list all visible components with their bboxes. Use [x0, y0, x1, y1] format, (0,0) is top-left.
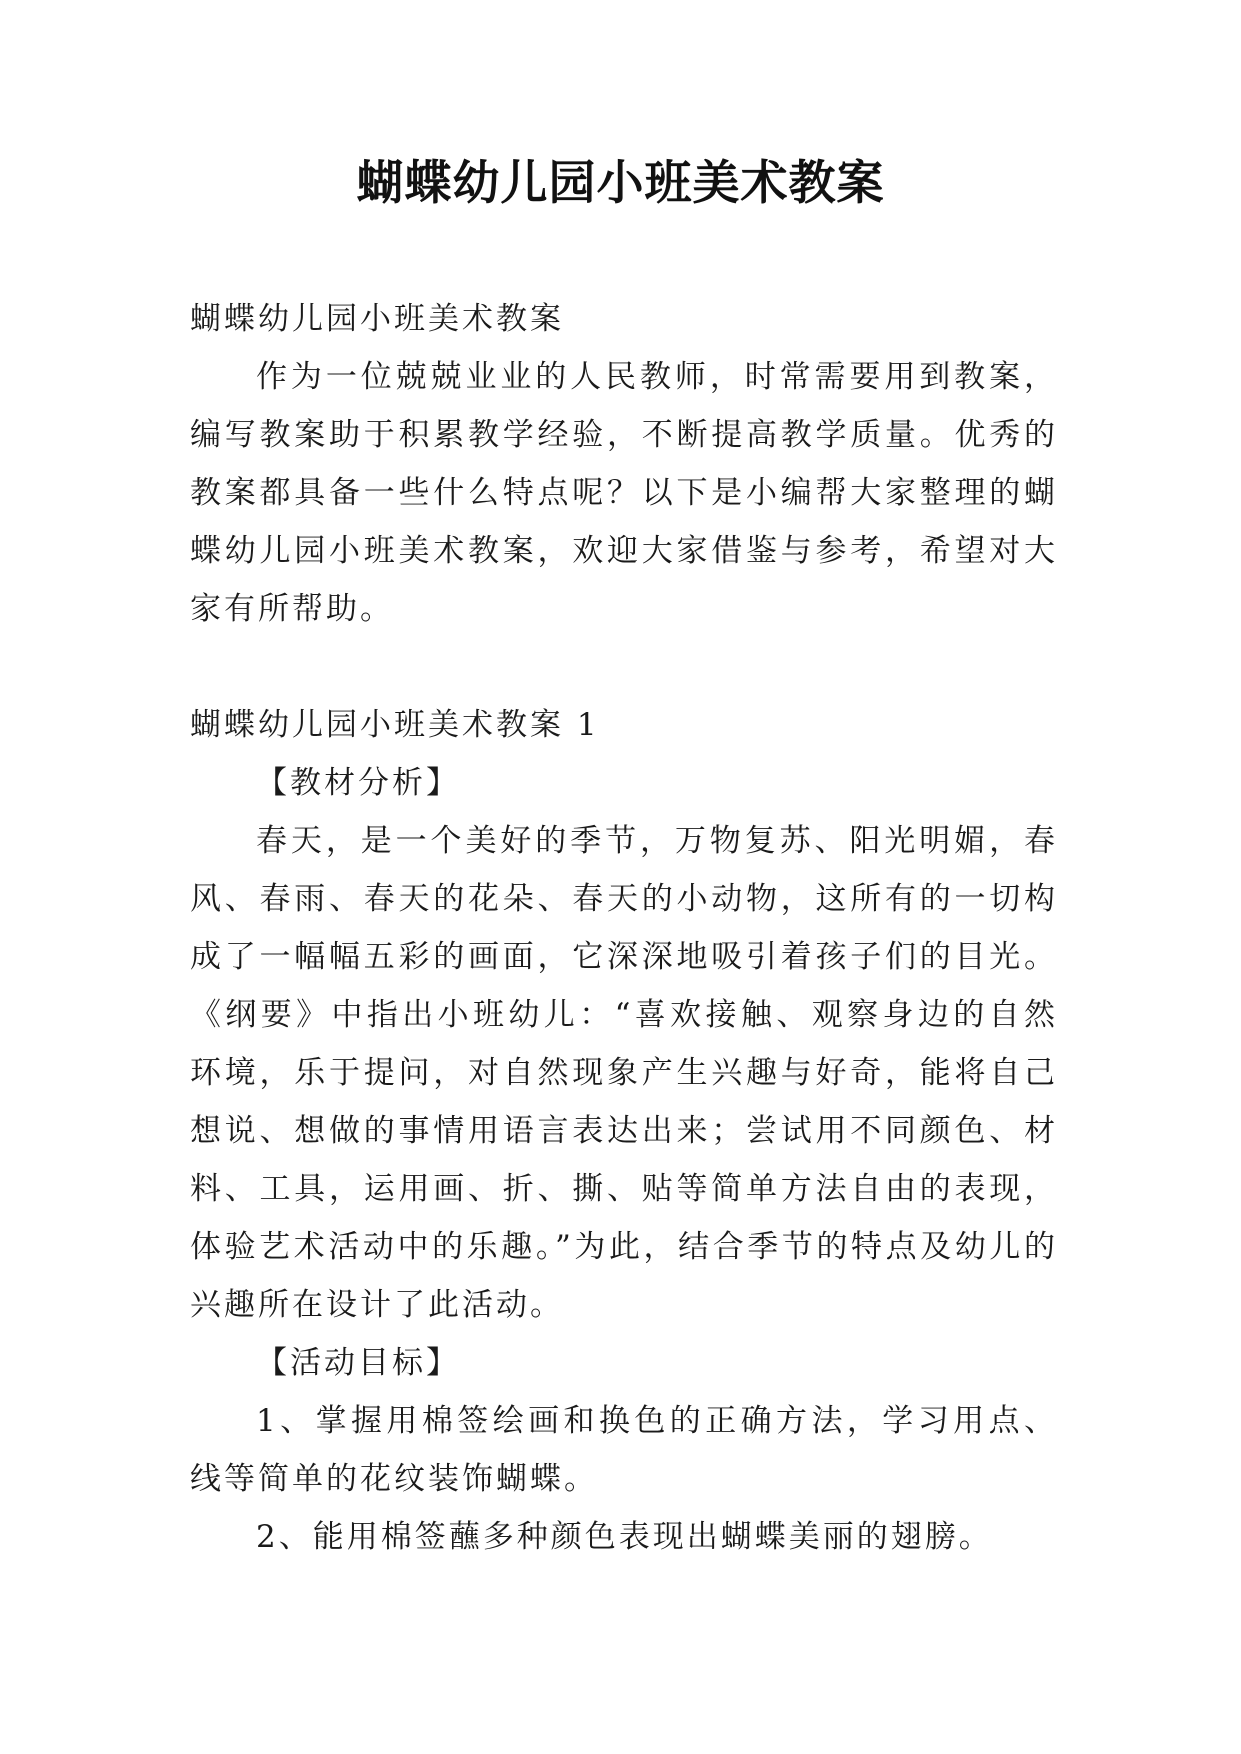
document-title: 蝴蝶幼儿园小班美术教案: [356, 156, 885, 211]
intro-paragraph: 作为一位兢兢业业的人民教师，时常需要用到教案，编写教案助于积累教学经验，不断提高教学质量。优秀的教案都具备一些什么特点呢？以下是小编帮大家整理的蝴蝶幼儿园小班美术教案，欢迎大家借鉴与参考，希望对大家有所帮助。: [190, 359, 1058, 627]
intro-heading: 蝴蝶幼儿园小班美术教案: [190, 301, 564, 337]
goal-item-1: 1、掌握用棉签绘画和换色的正确方法，学习用点、线等简单的花纹装饰蝴蝶。: [190, 1403, 1058, 1497]
subheading-material-analysis: 【教材分析】: [256, 765, 460, 801]
document-body: [190, 290, 1058, 1566]
section-heading: 蝴蝶幼儿园小班美术教案 1: [190, 707, 600, 743]
subheading-activity-goals: 【活动目标】: [256, 1345, 460, 1381]
goal-item-2: 2、能用棉签蘸多种颜色表现出蝴蝶美丽的翅膀。: [256, 1519, 993, 1555]
material-analysis-paragraph: 春天，是一个美好的季节，万物复苏、阳光明媚，春风、春雨、春天的花朵、春天的小动物，这所有的一切构成了一幅幅五彩的画面，它深深地吸引着孩子们的目光。《纲要》中指出小班幼儿：“喜欢接触、观察身边的自然环境，乐于提问，对自然现象产生兴趣与好奇，能将自己想说、想做的事情用语言表达出来；尝试用不同颜色、材料、工具，运用画、折、撕、贴等简单方法自由的表现，体验艺术活动中的乐趣。”为此，结合季节的特点及幼儿的兴趣所在设计了此活动。: [190, 823, 1058, 1323]
